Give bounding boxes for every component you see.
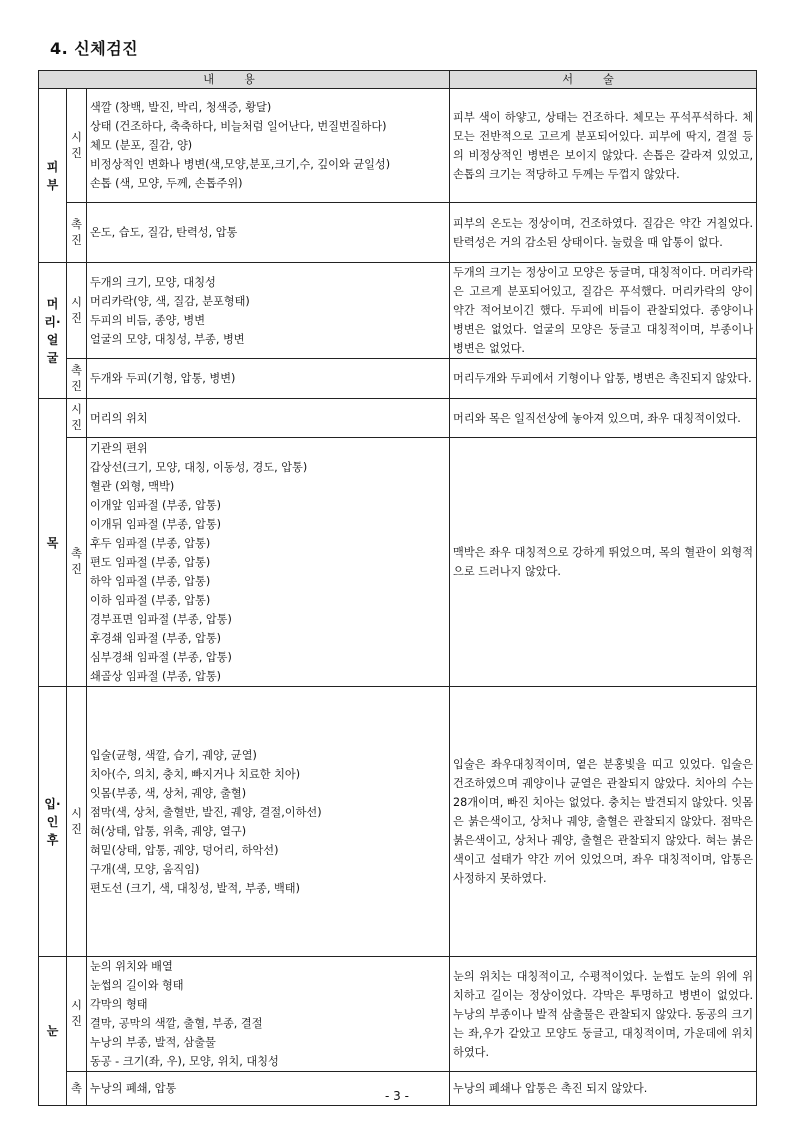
- table-row: [39, 957, 757, 1072]
- exam-item: 두개의 크기, 모양, 대칭성: [90, 275, 216, 289]
- method-label: 시진: [67, 399, 87, 438]
- description-cell: 맥박은 좌우 대칭적으로 강하게 뛰었으며, 목의 혈관이 외형적으로 드러나지 않았다.: [450, 438, 757, 687]
- exam-item: 심부경쇄 임파절 (부종, 압통): [90, 650, 232, 664]
- item-list: [87, 438, 450, 687]
- description-cell: 머리와 목은 일직선상에 놓아져 있으며, 좌우 대칭적이었다.: [450, 399, 757, 438]
- item-list: [87, 957, 450, 1072]
- exam-item: 각막의 형태: [90, 998, 148, 1011]
- exam-item: 경부표면 임파절 (부종, 압통): [90, 612, 232, 626]
- item-list: [87, 359, 450, 399]
- exam-item: 편도 임파절 (부종, 압통): [90, 555, 211, 569]
- category-label: 목: [39, 399, 67, 687]
- description-cell: 누낭의 폐쇄나 압통은 촉진 되지 않았다.: [450, 1072, 757, 1106]
- table-row: [39, 438, 757, 687]
- method-label: 시진: [67, 263, 87, 359]
- description-cell: 눈의 위치는 대칭적이고, 수평적이었다. 눈썹도 눈의 위에 위치하고 길이는 정상이었다. 각막은 투명하고 병변이 없었다. 누낭의 부종이나 발적 삼출물은 관찰되지 않았다. 동공의 크기는 좌,우가 같았고 모양도 둥글고, 대칭적이며, 가운데에 위치하였다.: [450, 957, 757, 1072]
- category-label: 입·인후: [39, 687, 67, 957]
- method-label: 시진: [67, 957, 87, 1072]
- description-cell: 머리두개와 두피에서 기형이나 압통, 병변은 촉진되지 않았다.: [450, 359, 757, 399]
- exam-item: 입술(균형, 색깔, 습기, 궤양, 균열): [90, 748, 257, 762]
- method-label: 촉: [67, 1072, 87, 1106]
- category-label: 피부: [39, 89, 67, 263]
- exam-item: 눈의 위치와 배열: [90, 960, 173, 973]
- exam-item: 머리의 위치: [90, 411, 148, 425]
- table-header-row: [39, 71, 757, 89]
- header-content: 내용: [39, 71, 450, 89]
- exam-item: 구개(색, 모양, 움직임): [90, 862, 200, 876]
- exam-item: 머리카락(양, 색, 질감, 분포형태): [90, 294, 250, 308]
- exam-item: 편도선 (크기, 색, 대칭성, 발적, 부종, 백태): [90, 881, 300, 895]
- exam-item: 혀(상태, 압통, 위축, 궤양, 열구): [90, 824, 247, 838]
- category-label: 눈: [39, 957, 67, 1106]
- exam-item: 이개앞 임파절 (부종, 압통): [90, 498, 222, 512]
- header-description: 서술: [450, 71, 757, 89]
- table-row: [39, 687, 757, 957]
- exam-item: 점막(색, 상처, 출혈반, 발진, 궤양, 결절,이하선): [90, 805, 322, 819]
- category-label: 머리·얼굴: [39, 263, 67, 399]
- exam-item: 두피의 비듬, 종양, 병변: [90, 313, 206, 327]
- exam-item: 치아(수, 의치, 충치, 빠지거나 치료한 치아): [90, 767, 301, 781]
- item-list: [87, 203, 450, 263]
- exam-item: 후경쇄 임파절 (부종, 압통): [90, 631, 222, 645]
- item-list: [87, 399, 450, 438]
- method-label: 시진: [67, 687, 87, 957]
- table-row: [39, 359, 757, 399]
- description-cell: 피부의 온도는 정상이며, 건조하였다. 질감은 약간 거칠었다. 탄력성은 거의 감소된 상태이다. 눌렀을 때 압통이 없다.: [450, 203, 757, 263]
- exam-item: 두개와 두피(기형, 압통, 병변): [90, 372, 236, 385]
- exam-item: 이개뒤 임파절 (부종, 압통): [90, 517, 222, 531]
- table-row: [39, 263, 757, 359]
- exam-item: 쇄골상 임파절 (부종, 압통): [90, 669, 222, 683]
- description-cell: 두개의 크기는 정상이고 모양은 둥글며, 대칭적이다. 머리카락은 고르게 분포되어있고, 질감은 푸석했다. 머리카락의 양이 약간 적어보이긴 했다. 두피에 비듬이 관찰되었다. 종양이나 병변은 없었다. 얼굴의 모양은 둥글고 대칭적이며, 부종이나 병변은 없었다.: [450, 263, 757, 359]
- method-label: 촉진: [67, 203, 87, 263]
- exam-item: 결막, 공막의 색깔, 출혈, 부종, 결절: [90, 1017, 263, 1030]
- exam-item: 온도, 습도, 질감, 탄력성, 압통: [90, 226, 238, 239]
- method-label: 촉진: [67, 359, 87, 399]
- exam-item: 체모 (분포, 질감, 양): [90, 139, 193, 152]
- page-number: - 3 -: [385, 1089, 409, 1103]
- method-label: 촉진: [67, 438, 87, 687]
- table-row: [39, 89, 757, 203]
- exam-item: 누낭의 폐쇄, 압통: [90, 1082, 177, 1095]
- item-list: [87, 687, 450, 957]
- item-list: [87, 263, 450, 359]
- item-list: [87, 89, 450, 203]
- table-row: [39, 399, 757, 438]
- exam-item: 동공 - 크기(좌, 우), 모양, 위치, 대칭성: [90, 1055, 279, 1068]
- exam-item: 누낭의 부종, 발적, 삼출물: [90, 1036, 216, 1049]
- exam-item: 기관의 편위: [90, 441, 148, 455]
- exam-item: 얼굴의 모양, 대칭성, 부종, 병변: [90, 332, 245, 346]
- description-cell: 입술은 좌우대칭적이며, 옅은 분홍빛을 띠고 있었다. 입술은 건조하였으며 궤양이나 균열은 관찰되지 않았다. 치아의 수는 28개이며, 빠진 치아는 없었다. 충치는 발견되지 않았다. 잇몸은 붉은색이고, 상처나 궤양, 출혈은 관찰되지 않았다. 점막은 붉은색이고, 상처나 궤양, 출혈은 관찰되지 않았다. 혀는 붉은색이고 설태가 약간 끼어 있었으며, 좌우 대칭적이며, 압통은 사정하지 못하였다.: [450, 687, 757, 957]
- method-label: 시진: [67, 89, 87, 203]
- exam-item: 혀밑(상태, 압통, 궤양, 덩어리, 하악선): [90, 843, 279, 857]
- exam-item: 후두 임파절 (부종, 압통): [90, 536, 211, 550]
- exam-item: 하악 임파절 (부종, 압통): [90, 574, 211, 588]
- exam-item: 눈썹의 길이와 형태: [90, 979, 184, 992]
- exam-item: 잇몸(부종, 색, 상처, 궤양, 출혈): [90, 786, 247, 800]
- description-cell: 피부 색이 하얗고, 상태는 건조하다. 체모는 푸석푸석하다. 체모는 전반적으로 고르게 분포되어있다. 피부에 딱지, 결절 등의 비정상적인 병변은 보이지 않았다. 손톱은 갈라져 있었고, 손톱의 크기는 적당하고 두께는 두껍지 않았다.: [450, 89, 757, 203]
- exam-item: 혈관 (외형, 맥박): [90, 479, 175, 493]
- table-row: [39, 203, 757, 263]
- page-title: 4. 신체검진: [50, 39, 139, 58]
- exam-item: 비정상적인 변화나 병변(색,모양,분포,크기,수, 깊이와 균일성): [90, 158, 391, 171]
- exam-item: 갑상선(크기, 모양, 대칭, 이동성, 경도, 압통): [90, 460, 308, 474]
- exam-item: 상태 (건조하다, 축축하다, 비늘처럼 일어난다, 번질번질하다): [90, 120, 387, 133]
- exam-item: 이하 임파절 (부종, 압통): [90, 593, 211, 607]
- exam-item: 색깔 (창백, 발진, 박리, 청색증, 황달): [90, 101, 272, 114]
- physical-exam-table: [38, 70, 757, 1106]
- exam-item: 손톱 (색, 모양, 두께, 손톱주위): [90, 177, 243, 190]
